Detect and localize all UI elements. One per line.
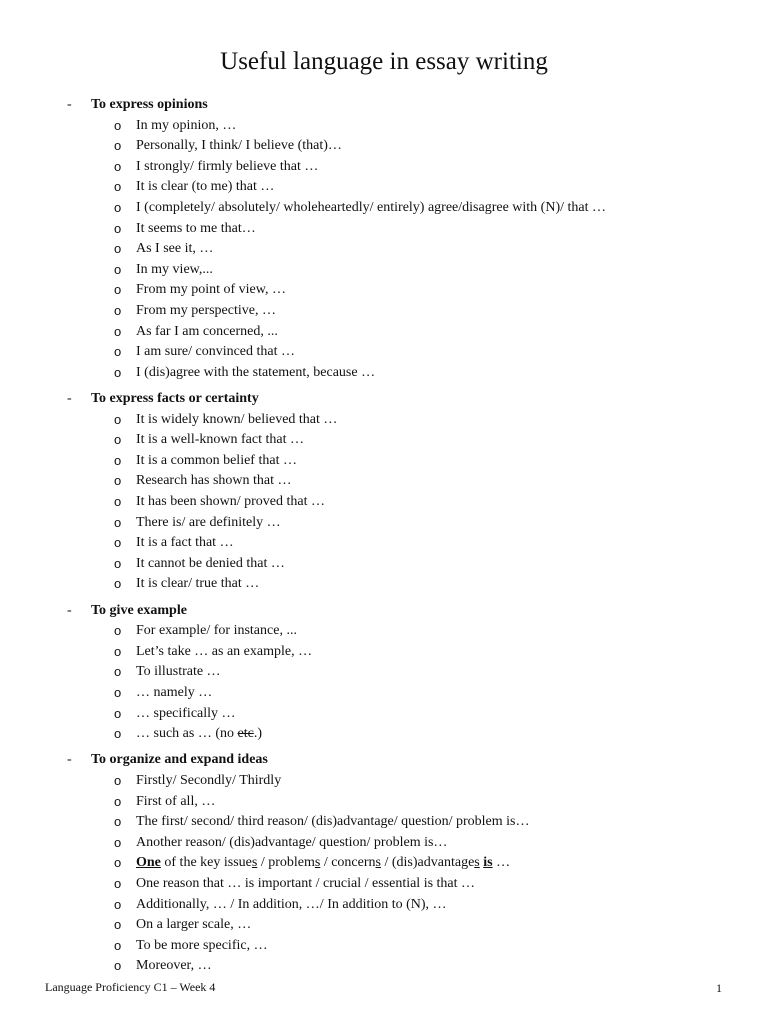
phrase-list [0, 771, 768, 977]
bullet-marker: o [114, 452, 122, 468]
bullet-marker: o [114, 623, 122, 639]
phrase-list [0, 621, 768, 745]
section-heading-text: To express facts or certainty [91, 391, 259, 406]
bullet-marker: o [114, 179, 122, 195]
bullet-marker: o [114, 411, 122, 427]
section-dash: - [67, 752, 72, 768]
list-item [0, 642, 768, 663]
list-item [0, 792, 768, 813]
bullet-marker: o [114, 555, 122, 571]
footer-page-number: 1 [716, 981, 722, 995]
list-item-text: Research has shown that … [136, 473, 292, 489]
list-item-text: I (completely/ absolutely/ wholeheartedly/ entirely) agree/disagree with (N)/ that … [136, 199, 606, 215]
list-item-text: First of all, … [136, 793, 216, 809]
text-segment: of the key issue [160, 855, 252, 871]
list-item [0, 771, 768, 792]
list-item-text: Personally, I think/ I believe (that)… [136, 138, 342, 154]
list-item-text: Moreover, … [136, 958, 212, 974]
bullet-marker: o [114, 773, 122, 789]
bullet-marker: o [114, 855, 122, 871]
list-item [0, 116, 768, 137]
bullet-marker: o [114, 814, 122, 830]
bullet-marker: o [114, 432, 122, 448]
list-item [0, 513, 768, 534]
list-item-text: From my perspective, … [136, 302, 276, 318]
list-item-text: One reason that … is important / crucial / essential is that … [136, 876, 476, 892]
text-segment: One [136, 855, 161, 871]
list-item-text: I strongly/ firmly believe that … [136, 158, 319, 174]
list-item [0, 683, 768, 704]
text-segment: / (dis)advantage [380, 855, 475, 871]
list-item-text: … specifically … [136, 705, 236, 721]
text-segment: s [314, 855, 321, 871]
list-item [0, 533, 768, 554]
section-heading [0, 95, 768, 116]
section-heading [0, 750, 768, 771]
list-item [0, 471, 768, 492]
list-item-text: It has been shown/ proved that … [136, 493, 325, 509]
section-dash: - [67, 391, 72, 406]
list-item [0, 198, 768, 219]
section-heading-text: To give example [91, 602, 187, 618]
text-segment: s [251, 855, 258, 871]
list-item-text: Additionally, … / In addition, …/ In addition to (N), … [136, 896, 447, 912]
bullet-marker: o [114, 576, 122, 592]
list-item-text: To illustrate … [136, 664, 221, 680]
list-item [0, 301, 768, 322]
list-item-text: It cannot be denied that … [136, 555, 285, 571]
bullet-marker: o [114, 158, 122, 174]
section [0, 750, 768, 977]
bullet-marker: o [114, 876, 122, 892]
list-item [0, 662, 768, 683]
bullet-marker: o [114, 793, 122, 809]
list-item-text: It is a common belief that … [136, 452, 297, 468]
document-sections [0, 95, 768, 983]
bullet-marker: o [114, 937, 122, 953]
list-item-text [136, 853, 510, 874]
text-segment: s [474, 855, 480, 871]
list-item [0, 724, 768, 745]
bullet-marker: o [114, 664, 122, 680]
list-item [0, 492, 768, 513]
list-item [0, 239, 768, 260]
list-item [0, 177, 768, 198]
list-item [0, 621, 768, 642]
list-item-text: For example/ for instance, ... [136, 623, 297, 639]
bullet-marker: o [114, 643, 122, 659]
list-item [0, 219, 768, 240]
document-title: Useful language in essay writing [220, 48, 548, 75]
list-item-text: I am sure/ convinced that … [136, 344, 296, 360]
bullet-marker: o [114, 199, 122, 215]
text-segment: … [492, 855, 511, 871]
list-item-text: From my point of view, … [136, 282, 286, 298]
bullet-marker: o [114, 473, 122, 489]
list-item [0, 157, 768, 178]
list-item [0, 342, 768, 363]
bullet-marker: o [114, 117, 122, 133]
list-item-text: To be more specific, … [136, 937, 268, 953]
list-item [0, 874, 768, 895]
bullet-marker: o [114, 493, 122, 509]
text-segment: / concern [320, 855, 376, 871]
list-item [0, 410, 768, 431]
section-heading [0, 389, 768, 410]
section [0, 601, 768, 745]
list-item-text: It is clear (to me) that … [136, 179, 275, 195]
list-item [0, 895, 768, 916]
list-item [0, 574, 768, 595]
bullet-marker: o [114, 364, 122, 380]
list-item [0, 451, 768, 472]
bullet-marker: o [114, 726, 122, 742]
list-item-text: In my opinion, … [136, 117, 237, 133]
list-item [0, 363, 768, 384]
phrase-list [0, 410, 768, 595]
list-item-text: It is widely known/ believed that … [136, 411, 338, 427]
text-segment: / problem [257, 855, 315, 871]
bullet-marker: o [114, 323, 122, 339]
list-item [0, 280, 768, 301]
list-item-text: As I see it, … [136, 241, 214, 257]
list-item-text: Another reason/ (dis)advantage/ question/ problem is… [136, 834, 448, 850]
section [0, 95, 768, 383]
list-item [0, 915, 768, 936]
bullet-marker: o [114, 220, 122, 236]
text-segment: s [375, 855, 381, 871]
phrase-list [0, 116, 768, 384]
list-item-text: The first/ second/ third reason/ (dis)advantage/ question/ problem is… [136, 814, 530, 830]
list-item-text: It is clear/ true that … [136, 576, 260, 592]
section-dash: - [67, 97, 72, 112]
section [0, 389, 768, 595]
list-item [0, 936, 768, 957]
list-item-text: It is a fact that … [136, 535, 234, 551]
bullet-marker: o [114, 958, 122, 974]
list-item [0, 136, 768, 157]
list-item [0, 430, 768, 451]
list-item-text: There is/ are definitely … [136, 514, 281, 530]
list-item [0, 853, 768, 874]
list-item-text: It is a well-known fact that … [136, 432, 304, 448]
list-item-text: It seems to me that… [136, 220, 256, 236]
bullet-marker: o [114, 685, 122, 700]
text-segment: .) [253, 726, 262, 742]
bullet-marker: o [114, 514, 122, 530]
bullet-marker: o [114, 344, 122, 360]
bullet-marker: o [114, 241, 122, 257]
list-item [0, 812, 768, 833]
list-item-text: Firstly/ Secondly/ Thirdly [136, 773, 282, 789]
bullet-marker: o [114, 896, 122, 912]
list-item-text: In my view,... [136, 261, 213, 277]
bullet-marker: o [114, 282, 122, 298]
list-item-text: I (dis)agree with the statement, because … [136, 364, 376, 380]
bullet-marker: o [114, 261, 122, 277]
text-segment: etc [237, 726, 254, 742]
section-heading-text: To organize and expand ideas [91, 752, 268, 768]
bullet-marker: o [114, 302, 122, 318]
section-heading-text: To express opinions [91, 97, 208, 112]
bullet-marker: o [114, 834, 122, 850]
bullet-marker: o [114, 138, 122, 154]
list-item [0, 833, 768, 854]
list-item [0, 322, 768, 343]
section-heading [0, 601, 768, 622]
bullet-marker: o [114, 705, 122, 721]
section-dash: - [67, 602, 72, 618]
footer-course-label: Language Proficiency C1 – Week 4 [45, 980, 216, 994]
list-item-text [136, 724, 262, 745]
list-item [0, 956, 768, 977]
list-item [0, 554, 768, 575]
list-item-text: As far I am concerned, ... [136, 323, 278, 339]
list-item-text: Let’s take … as an example, … [136, 643, 313, 659]
list-item-text: … namely … [136, 685, 213, 700]
list-item-text: On a larger scale, … [136, 917, 252, 933]
list-item [0, 260, 768, 281]
bullet-marker: o [114, 535, 122, 551]
text-segment: is [483, 855, 493, 871]
list-item [0, 704, 768, 725]
text-segment: … such as … (no [136, 726, 238, 742]
bullet-marker: o [114, 917, 122, 933]
